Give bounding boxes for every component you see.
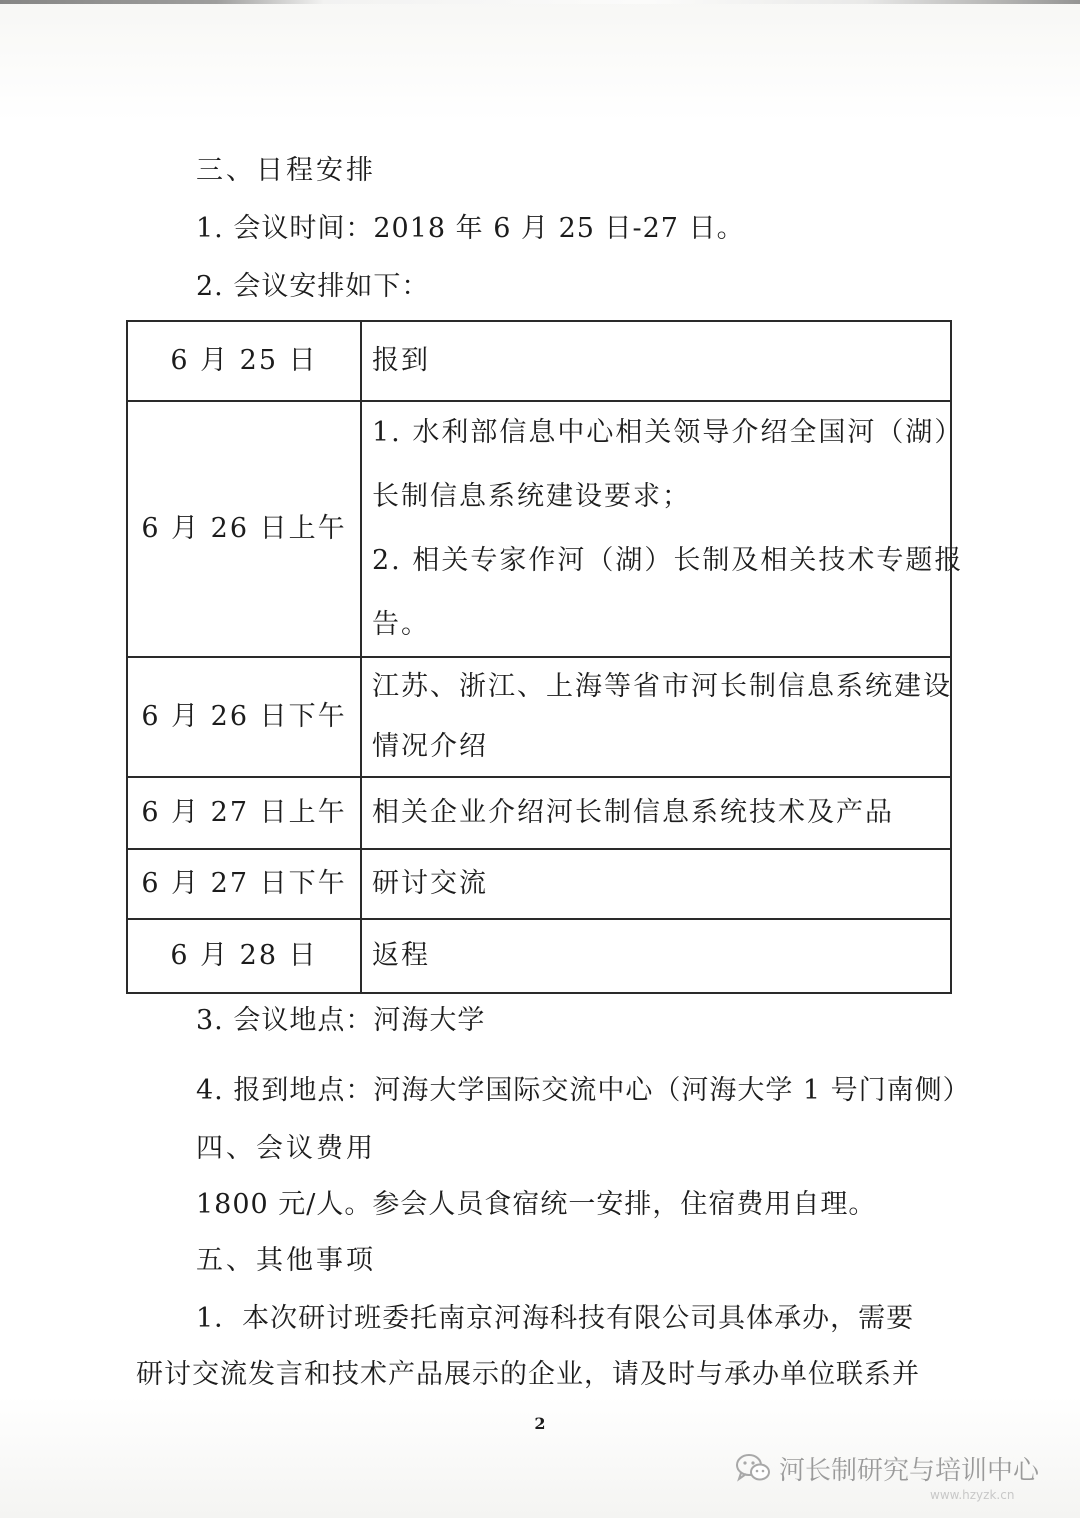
schedule-content-line: 1. 水利部信息中心相关领导介绍全国河（湖） — [372, 417, 964, 448]
watermark — [735, 1448, 1039, 1488]
schedule-content-line: 研讨交流 — [372, 868, 488, 899]
page-number: 2 — [534, 1414, 546, 1433]
schedule-content — [361, 777, 951, 849]
other-item-1-line-1: 1．本次研讨班委托南京河海科技有限公司具体承办，需要 — [196, 1303, 915, 1334]
schedule-date: 6 月 27 日上午 — [127, 777, 361, 849]
schedule-row — [127, 401, 951, 657]
meeting-time: 1. 会议时间：2018 年 6 月 25 日-27 日。 — [196, 213, 745, 244]
schedule-row — [127, 321, 951, 401]
schedule-row — [127, 777, 951, 849]
schedule-heading: 三、日程安排 — [196, 155, 376, 186]
schedule-content-line: 2. 相关专家作河（湖）长制及相关技术专题报 — [372, 545, 964, 576]
schedule-content-line: 报到 — [372, 345, 430, 376]
schedule-row — [127, 657, 951, 777]
schedule-date: 6 月 26 日上午 — [127, 401, 361, 657]
scan-top-edge — [0, 0, 1080, 4]
schedule-content — [361, 401, 964, 657]
schedule-date: 6 月 26 日下午 — [127, 657, 361, 777]
schedule-content-line: 长制信息系统建设要求； — [372, 481, 691, 512]
schedule-row — [127, 849, 951, 919]
schedule-date: 6 月 25 日 — [127, 321, 361, 401]
schedule-content-line: 相关企业介绍河长制信息系统技术及产品 — [372, 797, 894, 828]
other-heading: 五、其他事项 — [196, 1245, 376, 1276]
schedule-date: 6 月 27 日下午 — [127, 849, 361, 919]
schedule-row — [127, 919, 951, 993]
schedule-content — [361, 321, 951, 401]
meeting-location: 3. 会议地点：河海大学 — [196, 1005, 486, 1036]
fees-text: 1800 元/人。参会人员食宿统一安排，住宿费用自理。 — [196, 1189, 877, 1220]
schedule-content-line: 告。 — [372, 609, 430, 640]
schedule-content — [361, 849, 951, 919]
schedule-content-line: 江苏、浙江、上海等省市河长制信息系统建设 — [372, 671, 952, 702]
watermark-url: www.hzyzk.cn — [930, 1488, 1015, 1502]
schedule-table — [126, 320, 964, 994]
wechat-icon — [735, 1452, 771, 1484]
fees-heading: 四、会议费用 — [196, 1133, 376, 1164]
watermark-text: 河长制研究与培训中心 — [779, 1455, 1040, 1486]
schedule-content-line: 情况介绍 — [372, 731, 488, 762]
registration-location: 4. 报到地点：河海大学国际交流中心（河海大学 1 号门南侧） — [196, 1075, 971, 1106]
schedule-date: 6 月 28 日 — [127, 919, 361, 993]
schedule-content-line: 返程 — [372, 940, 430, 971]
schedule-content — [361, 919, 951, 993]
other-item-1-line-2: 研讨交流发言和技术产品展示的企业，请及时与承办单位联系并 — [136, 1359, 920, 1390]
schedule-content — [361, 657, 951, 777]
meeting-arrangement-intro: 2. 会议安排如下： — [196, 271, 430, 302]
